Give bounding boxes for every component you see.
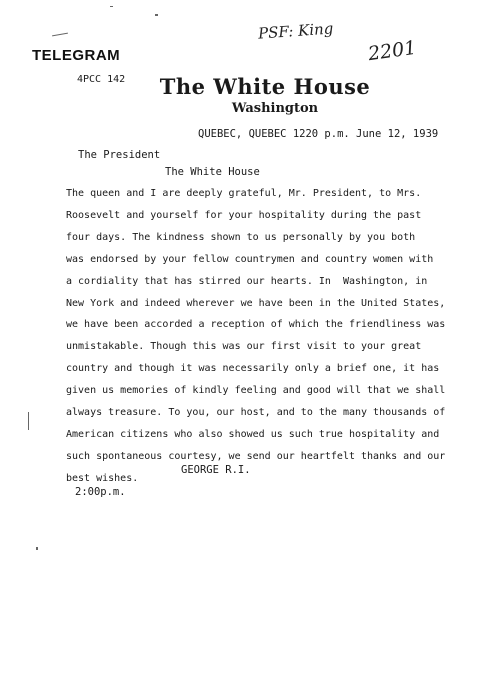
body-line: The queen and I are deeply grateful, Mr. President, to Mrs. [66,188,422,199]
body-line: best wishes. [66,472,139,484]
body-line: we have been accorded a reception of which the friendliness was [66,319,446,331]
scan-mark [52,33,68,37]
letterhead-subtitle-text: Washington [231,101,319,116]
body-line: such spontaneous courtesy, we send our heartfelt thanks and our [66,450,446,462]
dateline: QUEBEC, QUEBEC 1220 p.m. June 12, 1939 [198,128,439,140]
recipient: The White House [165,166,260,178]
scan-mark [110,6,113,7]
letterhead-title-text: The White House [159,74,371,99]
handwritten-number: 2201 [366,36,418,66]
body-line: Roosevelt and yourself for your hospitality during the past [66,209,422,221]
scan-mark [155,14,158,16]
salutation: The President [78,149,161,161]
letterhead-subtitle [0,101,500,116]
body-line: country and though it was necessarily only a brief one, it has [66,363,440,375]
timestamp: 2:00p.m. [75,486,126,498]
body-line: a cordiality that has stirred our hearts. In Washington, in [66,275,428,287]
body-line: unmistakable. Though this was our first visit to your great [66,341,422,353]
message-body [66,183,486,490]
body-line: American citizens who also showed us such true hospitality and [66,428,440,440]
body-line: given us memories of kindly feeling and good will that we shall [66,385,446,397]
body-line: always treasure. To you, our host, and to the many thousands of [66,407,446,419]
telegram-code: 4PCC 142 [77,74,126,85]
telegram-label: TELEGRAM [32,47,121,64]
letterhead-title [0,74,500,99]
body-line: four days. The kindness shown to us personally by you both [66,231,416,243]
body-line: New York and indeed wherever we have been in the United States, [66,297,446,309]
scan-mark [36,547,38,550]
handwritten-file-note: PSF: King [257,19,334,43]
body-line: was endorsed by your fellow countrymen and country women with [66,253,434,265]
signature: GEORGE R.I. [181,464,251,476]
scan-mark [28,412,29,430]
